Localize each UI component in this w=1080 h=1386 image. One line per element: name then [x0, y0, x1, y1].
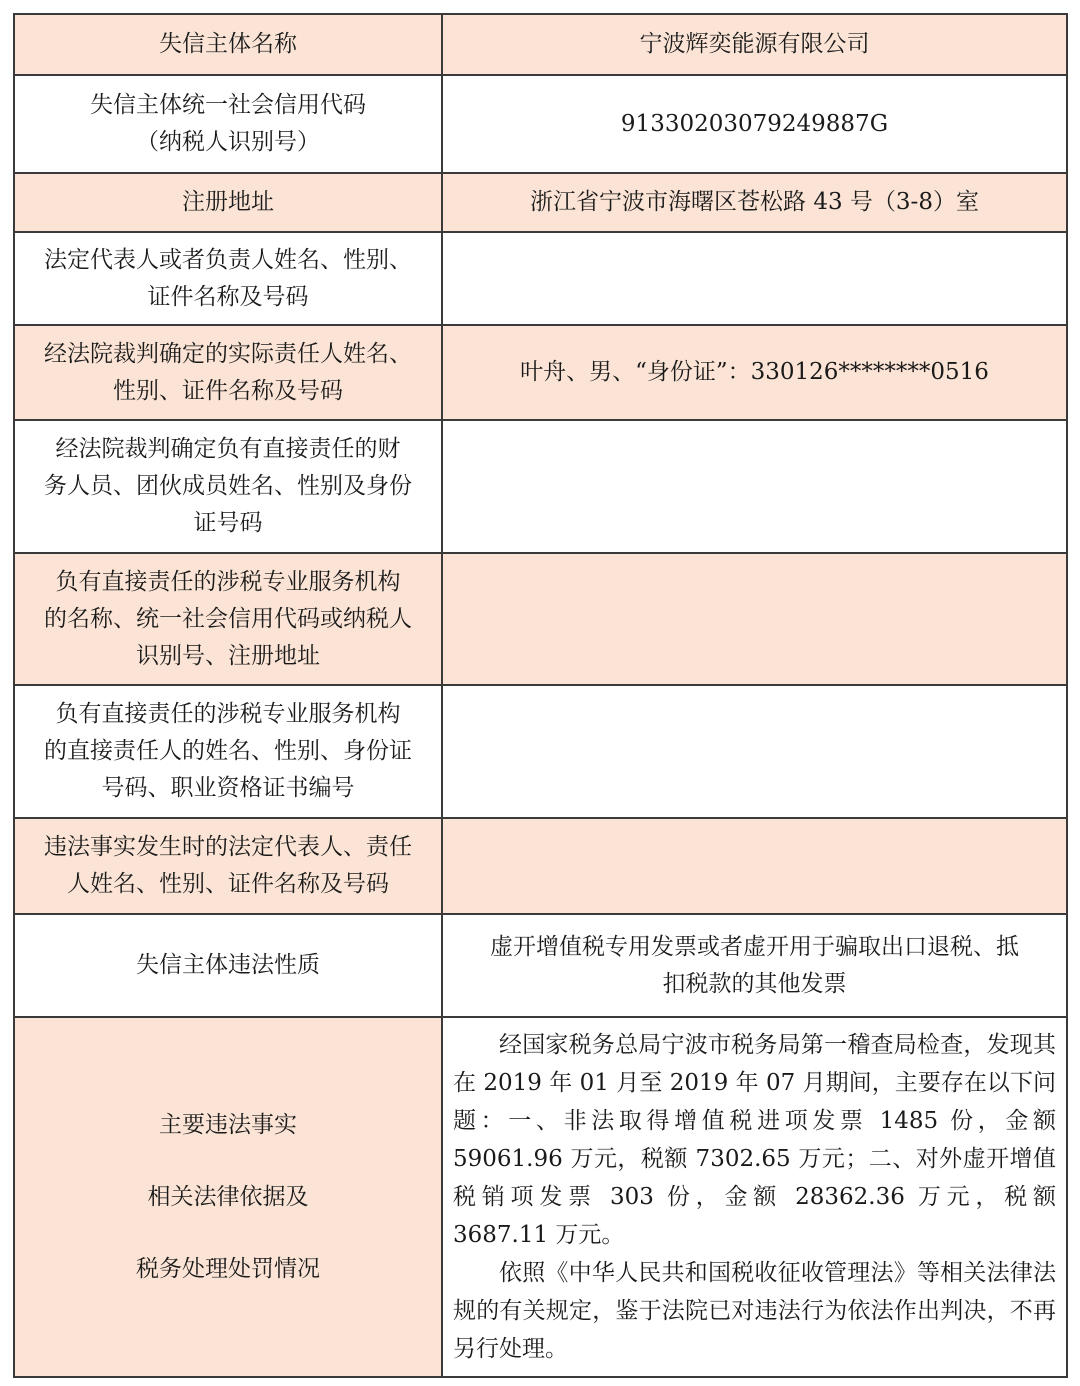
table-row — [14, 685, 1067, 818]
row-label: 注册地址 — [14, 173, 442, 232]
row-value: 浙江省宁波市海曙区苍松路 43 号（3-8）室 — [442, 173, 1067, 232]
row-value — [442, 685, 1067, 818]
row-value — [442, 553, 1067, 685]
label-line: 相关法律依据及 — [147, 1184, 309, 1210]
row-label — [14, 553, 442, 685]
table-row — [14, 325, 1067, 420]
table-row — [14, 173, 1067, 232]
table-row — [14, 420, 1067, 553]
value-line: 虚开增值税专用发票或者虚开用于骗取出口退税、抵 — [490, 933, 1019, 960]
table-row — [14, 75, 1067, 173]
label-line: 负有直接责任的涉税专业服务机构 — [55, 701, 401, 727]
label-line: 经法院裁判确定负有直接责任的财 — [55, 436, 401, 462]
facts-paragraph: 经国家税务总局宁波市税务局第一稽查局检查，发现其在 2019 年 01 月至 2019 年 07 月期间，主要存在以下问题：一、非法取得增值税进项发票 1485 份，金额 59061.96 万元，税额 7302.65 万元；二、对外虚开增值税销项发票 303 份，金额 28362.36 万元，税额 3687.11 万元。 — [453, 1032, 1056, 1248]
row-label — [14, 325, 442, 420]
facts-paragraph: 依照《中华人民共和国税收征收管理法》等相关法律法规的有关规定，鉴于法院已对违法行为依法作出判决，不再另行处理。 — [453, 1260, 1056, 1362]
label-line: 的直接责任人的姓名、性别、身份证 — [44, 738, 412, 764]
row-value: 91330203079249887G — [442, 75, 1067, 173]
row-label — [14, 232, 442, 325]
credit-info-table — [13, 13, 1068, 1378]
row-label — [14, 75, 442, 173]
row-label — [14, 818, 442, 914]
label-line: 税务处理处罚情况 — [136, 1256, 320, 1282]
label-line: 证件名称及号码 — [147, 283, 309, 310]
table-row — [14, 1017, 1067, 1377]
label-line: 的名称、统一社会信用代码或纳税人 — [44, 605, 412, 632]
value-line: 扣税款的其他发票 — [662, 970, 847, 997]
label-line: 主要违法事实 — [159, 1112, 297, 1138]
label-line: 违法事实发生时的法定代表人、责任 — [44, 834, 412, 860]
table-row — [14, 914, 1067, 1017]
row-value — [442, 232, 1067, 325]
main-facts-text — [442, 1017, 1067, 1377]
table-row — [14, 14, 1067, 75]
row-value — [442, 914, 1067, 1017]
label-line: 法定代表人或者负责人姓名、性别、 — [44, 246, 412, 273]
table-row — [14, 818, 1067, 914]
row-label — [14, 685, 442, 818]
label-line: 人姓名、性别、证件名称及号码 — [67, 871, 389, 897]
row-label — [14, 420, 442, 553]
label-line: 识别号、注册地址 — [136, 642, 320, 669]
row-value — [442, 818, 1067, 914]
table-row — [14, 232, 1067, 325]
row-value: 宁波辉奕能源有限公司 — [442, 14, 1067, 75]
label-line: （纳税人识别号） — [136, 129, 320, 155]
label-line: 号码、职业资格证书编号 — [101, 775, 355, 801]
row-value: 叶舟、男、“身份证”：330126********0516 — [442, 325, 1067, 420]
row-label — [14, 1017, 442, 1377]
label-line: 务人员、团伙成员姓名、性别及身份 — [44, 473, 412, 499]
label-line: 负有直接责任的涉税专业服务机构 — [55, 568, 401, 595]
label-line: 性别、证件名称及号码 — [113, 377, 343, 404]
table-row — [14, 553, 1067, 685]
row-value — [442, 420, 1067, 553]
row-label: 失信主体违法性质 — [14, 914, 442, 1017]
label-line: 失信主体统一社会信用代码 — [90, 92, 366, 118]
row-label: 失信主体名称 — [14, 14, 442, 75]
label-line: 证号码 — [193, 510, 263, 536]
label-line: 经法院裁判确定的实际责任人姓名、 — [44, 340, 412, 367]
